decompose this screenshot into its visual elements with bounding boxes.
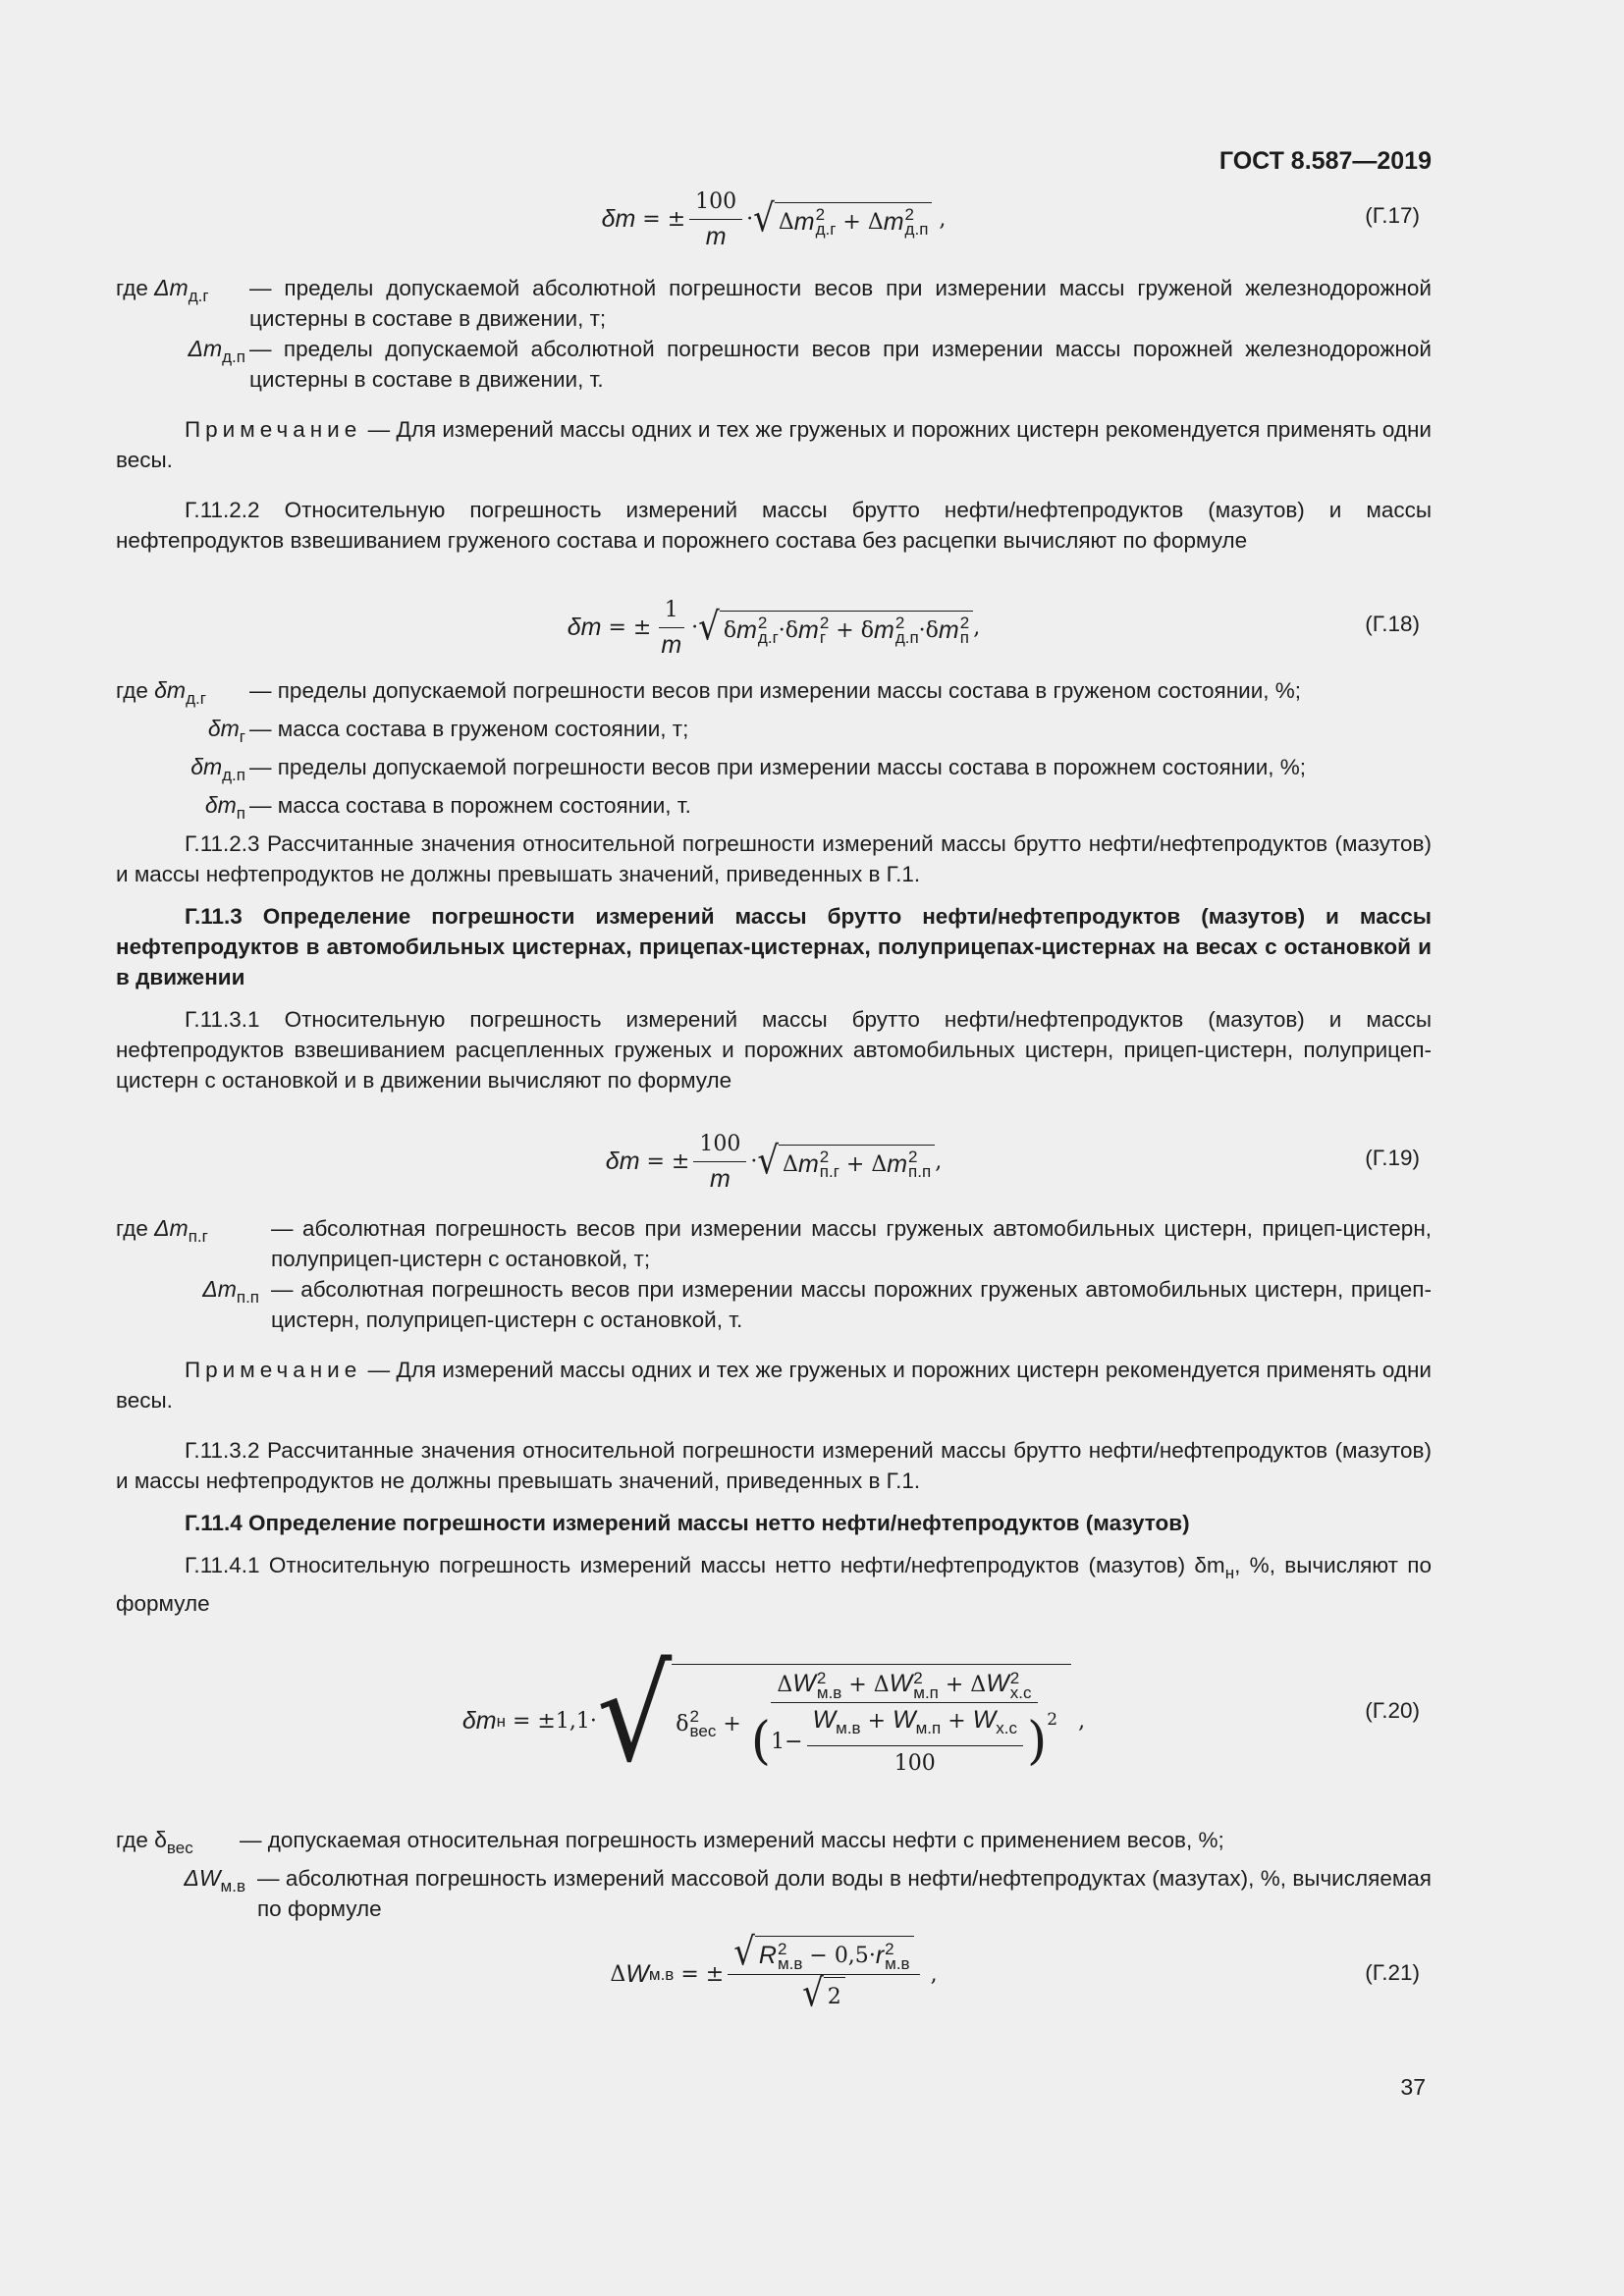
definition-item: $\Delta W_{м.в}$ — абсолютная погрешность измерений массовой доли воды в нефти/нефтепродуктах (мазутах), %, вычисляемая по формуле bbox=[184, 1865, 1432, 1921]
formula-g17 bbox=[116, 187, 1432, 253]
formula-g21-number: (Г.21) bbox=[1365, 1960, 1420, 1985]
paragraph-g11-3-1: Г.11.3.1 Относительную погрешность измерений массы брутто нефти/нефтепродуктов (мазутов) и массы нефтепродуктов взвешиванием расцепленных груженых и порожних автомобильных цистерн, прицеп-цистерн, полуприцеп-цистерн с остановкой и в движении вычисляют по формуле bbox=[116, 1007, 1432, 1093]
paragraph-g11-3-2: Г.11.3.2 Рассчитанные значения относительной погрешности измерений массы брутто нефти/нефтепродуктов (мазутов) и массы нефтепродуктов не должны превышать значений, приведенных в Г.1. bbox=[116, 1438, 1432, 1493]
formula-g18-number: (Г.18) bbox=[1365, 612, 1420, 636]
formula-g20-number: (Г.20) bbox=[1365, 1698, 1420, 1723]
page-number: 37 bbox=[1400, 2074, 1426, 2100]
formula-g21-expr: Δ W м.в = ± √ R 2 м.в − 0,5 · r 2 м.в √ 2 , bbox=[610, 1929, 938, 2016]
heading-g11-3: Г.11.3 Определение погрешности измерений массы брутто нефти/нефтепродуктов (мазутов) и массы нефтепродуктов в автомобильных цистернах, прицепах-цистернах, полуприцепах-цистернах на весах с остановкой и в движении bbox=[116, 904, 1432, 989]
note-2: Примечание — Для измерений массы одних и тех же груженых и порожних цистерн рекомендуется применять одни весы. bbox=[116, 1358, 1432, 1413]
formula-g18-expr: δm = ± $\frac{1}{m}$ · √ δ m 2 д.г ·δ m 2 г + δ m 2 д.п ·δ m 2 п , bbox=[568, 595, 980, 661]
formula-g20 bbox=[116, 1640, 1432, 1811]
definition-item: $\delta m_п$ — масса состава в порожнем состоянии, т. bbox=[204, 792, 691, 823]
heading-g11-4: Г.11.4 Определение погрешности измерений массы нетто нефти/нефтепродуктов (мазутов) bbox=[185, 1511, 1190, 1535]
note-1: Примечание — Для измерений массы одних и тех же груженых и порожних цистерн рекомендуется применять одни весы. bbox=[116, 417, 1432, 472]
definition-item: где $\Delta m_{д.г}$ — пределы допускаемой абсолютной погрешности весов при измерении массы груженой железнодорожной цистерны в составе в движении, т; bbox=[116, 275, 1432, 331]
document-id: ГОСТ 8.587—2019 bbox=[1218, 147, 1432, 175]
defs-g18 bbox=[116, 675, 1432, 828]
definition-item: $\delta m_{д.п}$ — пределы допускаемой погрешности весов при измерении массы состава в порожнем состоянии, %; bbox=[190, 754, 1307, 784]
definition-item: где $\Delta m_{п.г}$ — абсолютная погрешность весов при измерении массы груженых автомобильных цистерн, прицеп-цистерн, полуприцеп-цистерн с остановкой, т; bbox=[116, 1215, 1432, 1271]
paragraph-g11-4-1: Г.11.4.1 Относительную погрешность измерений массы нетто нефти/нефтепродуктов (мазутов) $\delta m_н$, %, вычисляют по формуле bbox=[116, 1553, 1433, 1616]
defs-g20 bbox=[116, 1825, 1432, 1924]
paragraph-g11-2-3: Г.11.2.3 Рассчитанные значения относительной погрешности измерений массы брутто нефти/нефтепродуктов (мазутов) и массы нефтепродуктов не должны превышать значений, приведенных в Г.1. bbox=[116, 831, 1432, 886]
formula-g19-number: (Г.19) bbox=[1365, 1146, 1420, 1170]
page-content bbox=[116, 187, 1432, 2018]
formula-g17-number: (Г.17) bbox=[1365, 203, 1420, 228]
formula-g21 bbox=[116, 1929, 1432, 2018]
definition-item: $\delta m_г$ — масса состава в груженом состоянии, т; bbox=[207, 716, 689, 746]
definition-item: где $\delta_{вес}$ — допускаемая относительная погрешность измерений массы нефти с применением весов, %; bbox=[116, 1827, 1224, 1857]
paragraph-g11-2-2: Г.11.2.2 Относительную погрешность измерений массы брутто нефти/нефтепродуктов (мазутов) и массы нефтепродуктов взвешиванием груженого состава и порожнего состава без расцепки вычисляют по формуле bbox=[116, 498, 1432, 553]
formula-g17-expr: δm = ± $\frac{100}{m}$ · √ Δ m 2 д.г + Δ m 2 д.п , bbox=[602, 187, 947, 252]
definition-item: $\Delta m_{п.п}$ — абсолютная погрешность весов при измерении массы порожних груженых автомобильных цистерн, прицеп-цистерн, полуприцеп-цистерн с остановкой, т. bbox=[202, 1276, 1432, 1332]
definition-item: $\Delta m_{д.п}$ — пределы допускаемой абсолютной погрешности весов при измерении массы порожней железнодорожной цистерны в составе в движении, т. bbox=[188, 336, 1432, 392]
defs-g19 bbox=[116, 1213, 1432, 1335]
definition-item: где $\delta m_{д.г}$ — пределы допускаемой погрешности весов при измерении массы состава в груженом состоянии, %; bbox=[116, 677, 1302, 708]
formula-g20-expr: δm н = ±1,1· √ δ 2 вес + ΔW 2 м.в + ΔW 2 м.п + ΔW 2 х.с ( 1− $\frac{W_{м.в} + W_{м.п} + W_{х.с}}{100}$ ) $^2$ , bbox=[461, 1640, 1086, 1791]
formula-g18 bbox=[116, 595, 1432, 666]
formula-g19-expr: δm = ± $\frac{100}{m}$ · √ Δ m 2 п.г + Δ m 2 п.п , bbox=[606, 1129, 942, 1195]
defs-g17 bbox=[116, 273, 1432, 395]
formula-g19 bbox=[116, 1129, 1432, 1200]
